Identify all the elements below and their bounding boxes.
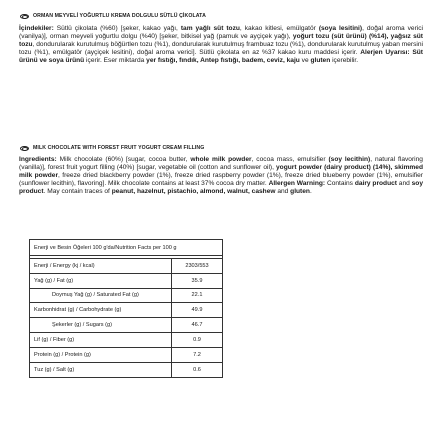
- nutrition-row: [30, 363, 222, 378]
- turkish-section-heading: [20, 13, 206, 19]
- english-ingredients: [19, 156, 423, 196]
- nutrition-row: [30, 333, 222, 348]
- english-heading-text: MILK CHOCOLATE WITH FOREST FRUIT YOGURT CREAM FILLING: [33, 145, 205, 151]
- turkish-heading-text: ORMAN MEYVELİ YOĞURTLU KREMA DOLGULU SÜTLÜ ÇİKOLATA: [33, 13, 206, 19]
- ingredient-text-run: içerir. Eser miktarda: [84, 56, 147, 64]
- nutrition-rows: [30, 259, 222, 377]
- ingredient-text-run: , freeze dried blackberry powder (1%), freeze dried raspberry powder (1%), freeze dried blueberry powder (1%), emulsifier (sunflower lecithin), flavoring]. Milk chocolate contains at least 37% cocoa dry matter.: [19, 171, 423, 187]
- nutrient-label: Yağ (g) / Fat (g): [34, 277, 74, 284]
- ingredient-text-run: whole milk powder: [190, 156, 252, 163]
- ingredient-text-run: Contains: [325, 179, 355, 187]
- ingredient-text-run: yer fıstığı, fındık, Antep fıstığı, badem, ceviz, kaju: [146, 56, 300, 64]
- ingredient-text-run: (soy lecithin): [328, 156, 371, 163]
- nutrient-label: Şekerler (g) / Sugars (g): [52, 322, 112, 329]
- ingredient-text-run: içerebilir.: [330, 56, 359, 64]
- nutrition-row: [30, 259, 222, 274]
- ingredient-text-run: , doğal aroma verici (vanilya)], orman meyveli yoğurtlu dolgu (%40) [şeker, bitkisel yağ (pamuk ve ayçiçek yağı),: [19, 25, 423, 40]
- nutrient-value: 35.9: [171, 274, 222, 288]
- nutrient-value: 2303/553: [171, 259, 222, 273]
- ingredient-text-run: peanut, hazelnut, pistachio, almond, walnut, cashew: [111, 187, 276, 195]
- ingredient-text-run: Alerjen Uyarısı: Süt ürünü ve soya ürünü: [19, 48, 423, 64]
- nutrient-label: Lif (g) / Fiber (g): [34, 336, 75, 343]
- ingredient-text-run: soy product: [19, 179, 424, 195]
- nutrition-row: [30, 318, 222, 333]
- ingredient-text-run: tam yağlı süt tozu: [180, 25, 240, 32]
- ingredient-text-run: dairy product: [354, 179, 397, 187]
- nutrition-table-header: [30, 240, 222, 256]
- ingredient-text-run: .: [309, 187, 312, 195]
- nutrition-header-text: Enerji ve Besin Öğeleri 100 g'da/Nutrition Facts per 100 g: [34, 244, 177, 251]
- brand-ring-icon: [20, 146, 29, 151]
- nutrient-label: Enerji / Energy (kj / kcal): [34, 262, 95, 269]
- nutrition-row: [30, 274, 222, 289]
- ingredient-text-run: gluten: [290, 187, 310, 195]
- ingredient-text-run: , natural flavoring (vanilla)], forest fruit yogurt filling (40%) [sugar, vegetable oil (cotton and sunflower oil),: [19, 156, 423, 171]
- nutrient-label: Doymuş Yağ (g) / Saturated Fat (g): [52, 292, 139, 299]
- ingredient-text-run: . May contain traces of: [43, 187, 112, 195]
- ingredient-text-run: ve: [299, 56, 311, 64]
- turkish-ingredients: [19, 25, 423, 65]
- nutrition-row: [30, 348, 222, 363]
- nutrition-row: [30, 303, 222, 318]
- ingredient-text-run: İçindekiler:: [19, 25, 57, 32]
- brand-ring-icon: [20, 14, 29, 19]
- nutrient-value: 49.9: [171, 303, 222, 317]
- ingredient-text-run: , kakao kitlesi, emülgatör: [239, 25, 319, 32]
- ingredient-text-run: yoğurt tozu (süt ürünü) (%14), yağsız süt tozu: [19, 32, 423, 48]
- nutrient-value: 22.1: [171, 289, 222, 303]
- ingredient-text-run: (soya lesitini): [318, 25, 363, 32]
- ingredient-text-run: , cocoa mass, emulsifier: [251, 156, 329, 163]
- english-section-heading: [20, 145, 204, 151]
- nutrient-label: Tuz (g) / Salt (g): [34, 366, 75, 373]
- nutrient-value: 0.6: [171, 363, 222, 378]
- nutrient-label: Karbonhidrat (g) / Carbohydrate (g): [34, 307, 122, 314]
- nutrient-label: Protein (g) / Protein (g): [34, 351, 91, 358]
- nutrition-facts-table: [29, 239, 223, 378]
- nutrient-value: 0.9: [171, 333, 222, 347]
- ingredient-text-run: and: [396, 179, 412, 187]
- nutrient-value: 46.7: [171, 318, 222, 332]
- ingredient-text-run: and: [275, 187, 291, 195]
- ingredient-text-run: Ingredients:: [19, 156, 60, 163]
- ingredient-text-run: gluten: [310, 56, 331, 64]
- ingredient-text-run: Sütlü çikolata (%60) [şeker, kakao yağı,: [56, 25, 181, 32]
- ingredient-text-run: Milk chocolate (60%) [sugar, cocoa butter,: [59, 156, 191, 163]
- ingredient-text-run: Allergen Warning:: [268, 179, 326, 187]
- ingredient-text-run: , dondurularak kurutulmuş böğürtlen tozu (%1), dondurularak kurutulmuş frambuaz tozu (%1), dondurularak kurutulmuş yaban mersini tozu (%1), emülgatör (ayçiçek lesitini), doğal aroma verici]. Sütlü çikolata en az %37 kakao kuru maddesi içerir.: [19, 40, 423, 56]
- ingredient-text-run: yogurt powder (dairy product) (14%), skimmed milk powder: [19, 163, 423, 179]
- nutrient-value: 7.2: [171, 348, 222, 362]
- nutrition-row: [30, 289, 222, 304]
